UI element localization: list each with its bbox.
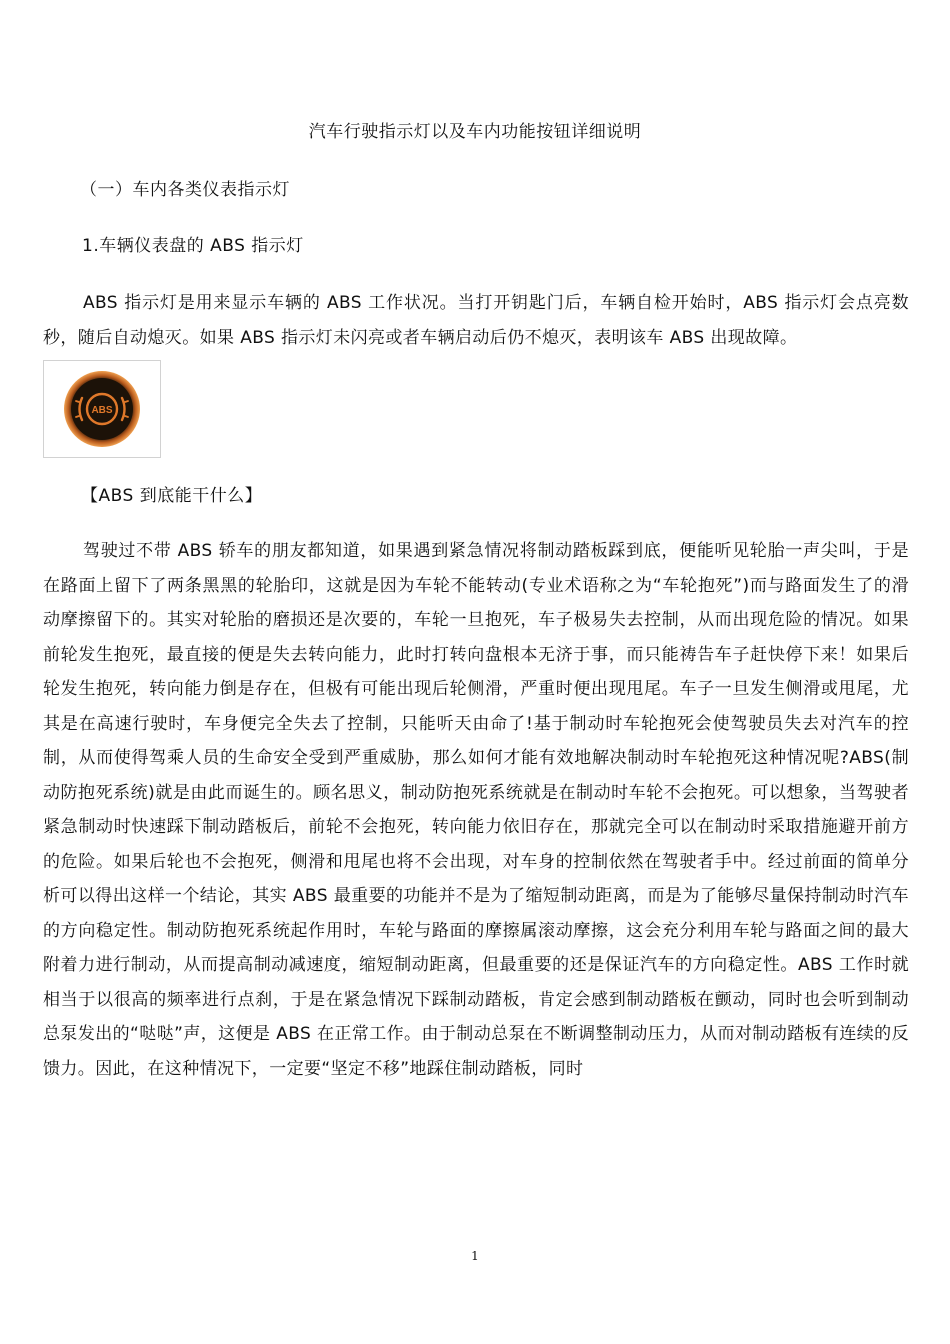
- subsection-heading: 1.车辆仪表盘的 ABS 指示灯: [82, 236, 304, 256]
- page-number: 1: [471, 1249, 479, 1263]
- intro-paragraph: ABS 指示灯是用来显示车辆的 ABS 工作状况。当打开钥匙门后，车辆自检开始时，ABS 指示灯会点亮数秒，随后自动熄灭。如果 ABS 指示灯未闪亮或者车辆启动后仍不熄灭，表明该车 ABS 出现故障。: [43, 293, 909, 348]
- abs-warning-light-icon: [62, 369, 142, 449]
- abs-light-label: ABS: [91, 405, 113, 416]
- document-title: 汽车行驶指示灯以及车内功能按钮详细说明: [308, 122, 642, 142]
- body-paragraph: 驾驶过不带 ABS 轿车的朋友都知道，如果遇到紧急情况将制动踏板踩到底，便能听见轮胎一声尖叫，于是在路面上留下了两条黑黑的轮胎印，这就是因为车轮不能转动(专业术语称之为“车轮抱死”)而与路面发生了的滑动摩擦留下的。其实对轮胎的磨损还是次要的，车轮一旦抱死，车子极易失去控制，从而出现危险的情况。如果前轮发生抱死，最直接的便是失去转向能力，此时打转向盘根本无济于事，而只能祷告车子赶快停下来！如果后轮发生抱死，转向能力倒是存在，但极有可能出现后轮侧滑，严重时便出现甩尾。车子一旦发生侧滑或甩尾，尤其是在高速行驶时，车身便完全失去了控制，只能听天由命了!基于制动时车轮抱死会使驾驶员失去对汽车的控制，从而使得驾乘人员的生命安全受到严重威胁，那么如何才能有效地解决制动时车轮抱死这种情况呢?ABS(制动防抱死系统)就是由此而诞生的。顾名思义，制动防抱死系统就是在制动时车轮不会抱死。可以想象，当驾驶者紧急制动时快速踩下制动踏板后，前轮不会抱死，转向能力依旧存在，那就完全可以在制动时采取措施避开前方的危险。如果后轮也不会抱死，侧滑和甩尾也将不会出现，对车身的控制依然在驾驶者手中。经过前面的简单分析可以得出这样一个结论，其实 ABS 最重要的功能并不是为了缩短制动距离，而是为了能够尽量保持制动时汽车的方向稳定性。制动防抱死系统起作用时，车轮与路面的摩擦属滚动摩擦，这会充分利用车轮与路面之间的最大附着力进行制动，从而提高制动减速度，缩短制动距离，但最重要的还是保证汽车的方向稳定性。ABS 工作时就相当于以很高的频率进行点刹，于是在紧急情况下踩制动踏板，肯定会感到制动踏板在颤动，同时也会听到制动总泵发出的“哒哒”声，这便是 ABS 在正常工作。由于制动总泵在不断调整制动压力，从而对制动踏板有连续的反馈力。因此，在这种情况下，一定要“坚定不移”地踩住制动踏板，同时: [43, 541, 909, 1079]
- section-heading: （一）车内各类仪表指示灯: [80, 180, 290, 200]
- abs-function-heading: 【ABS 到底能干什么】: [81, 486, 263, 506]
- abs-indicator-image: [43, 360, 161, 458]
